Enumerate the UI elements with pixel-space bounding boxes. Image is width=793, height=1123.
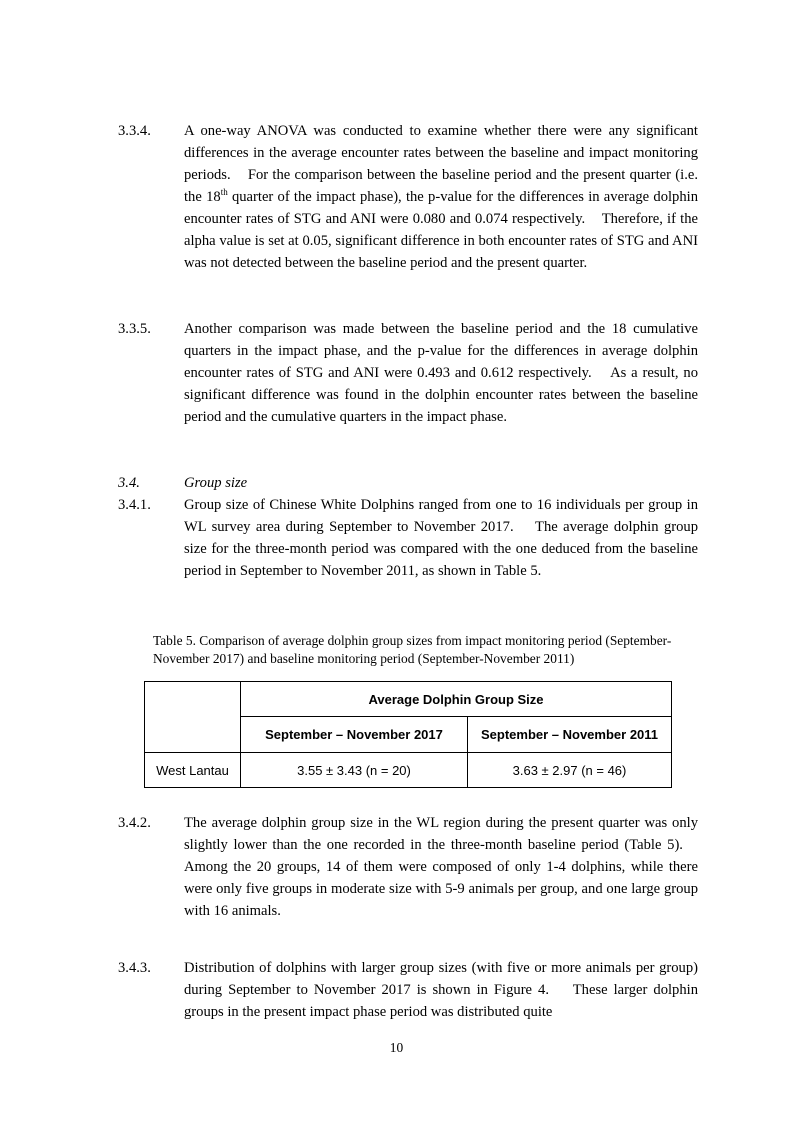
paragraph-3-4-2: [118, 812, 698, 922]
superscript: th: [220, 187, 228, 197]
row-label: West Lantau: [145, 753, 241, 788]
paragraph-3-4-1: [118, 494, 698, 582]
section-heading-3-4: [118, 472, 698, 494]
paragraph-text-part: quarter of the impact phase), the p-value for the differences in average dolphin encounter rates of STG and ANI were 0.080 and 0.074 respectively. Therefore, if the alpha value is set at 0.05, significant difference in both encounter rates of STG and ANI was not detected between the baseline period and the present quarter.: [184, 189, 699, 271]
paragraph-text: The average dolphin group size in the WL region during the present quarter was only slightly lower than the one recorded in the three-month baseline period (Table 5). Among the 20 groups, 14 of them were composed of only 1-4 dolphins, while there were only five groups in moderate size with 5-9 animals per group, and one large group with 16 animals.: [184, 815, 698, 919]
section-title: Group size: [184, 475, 248, 491]
group-header: Average Dolphin Group Size: [241, 682, 672, 717]
paragraph-text: Group size of Chinese White Dolphins ranged from one to 16 individuals per group in WL survey area during September to November 2017. The average dolphin group size for the three-month period was compared with the one deduced from the baseline period in September to November 2011, as shown in Table 5.: [184, 497, 698, 579]
paragraph-text: Another comparison was made between the baseline period and the 18 cumulative quarters in the impact phase, and the p-value for the differences in average dolphin encounter rates of STG and ANI were 0.493 and 0.612 respectively. As a result, no significant difference was found in the dolphin encounter rates between the baseline period and the cumulative quarters in the impact phase.: [184, 321, 698, 425]
paragraph-text: [184, 120, 698, 274]
section-number: 3.4.3.: [118, 960, 151, 976]
section-number: 3.3.4.: [118, 123, 151, 139]
table-cell: 3.55 ± 3.43 (n = 20): [241, 753, 468, 788]
group-size-table: [144, 681, 672, 788]
paragraph-text: Distribution of dolphins with larger group sizes (with five or more animals per group) during September to November 2017 is shown in Figure 4. These larger dolphin groups in the present impact phase period was distributed quite: [184, 960, 698, 1020]
paragraph-3-3-5: [118, 318, 698, 428]
empty-header-cell: [145, 682, 241, 753]
section-number: 3.3.5.: [118, 321, 151, 337]
column-header: September – November 2017: [241, 717, 468, 753]
section-number: 3.4.1.: [118, 497, 151, 513]
table-cell: 3.63 ± 2.97 (n = 46): [468, 753, 672, 788]
paragraph-3-4-3: [118, 957, 698, 1023]
table-row: [145, 753, 672, 788]
page-number: 10: [389, 1040, 404, 1055]
paragraph-text-part: A one-way ANOVA was conducted to examine whether there were any significant differences in the average encounter rates between the baseline and impact monitoring periods. For the comparison between the baseline period and the present quarter (i.e. the 18: [184, 123, 698, 205]
paragraph-3-3-4: [118, 120, 698, 274]
section-number: 3.4.2.: [118, 815, 151, 831]
column-header: September – November 2011: [468, 717, 672, 753]
table-caption: Table 5. Comparison of average dolphin group sizes from impact monitoring period (September-November 2017) and baseline monitoring period (September-November 2011): [153, 633, 672, 666]
section-number: 3.4.: [118, 475, 140, 491]
